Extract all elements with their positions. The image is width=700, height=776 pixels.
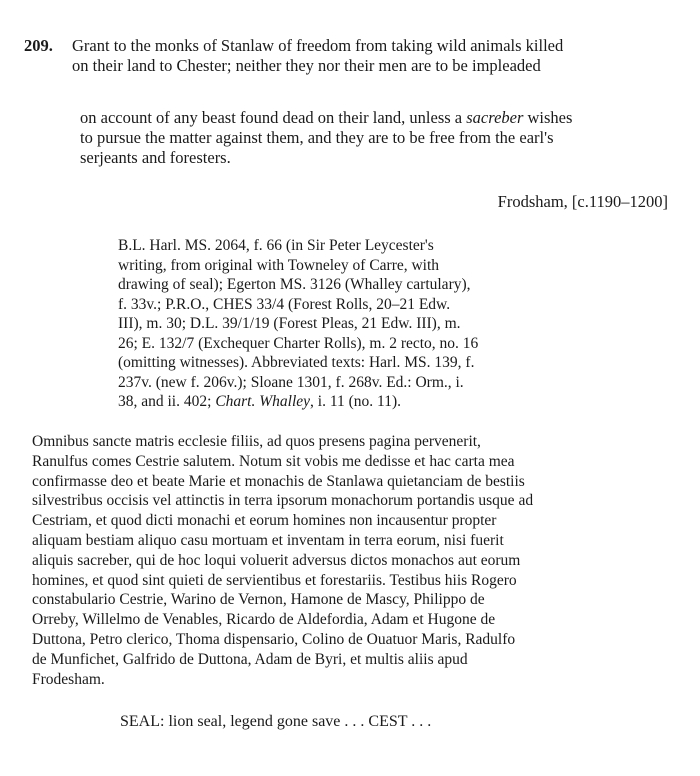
source-line: B.L. Harl. MS. 2064, f. 66 (in Sir Peter Leycester's bbox=[118, 237, 434, 254]
source-line: writing, from original with Towneley of Carre, with bbox=[118, 256, 440, 274]
latin-line: constabulario Cestrie, Warino de Vernon, Hamone de Mascy, Philippo de bbox=[32, 591, 485, 609]
source-citations bbox=[118, 236, 648, 412]
heading-line: serjeants and foresters. bbox=[80, 148, 231, 167]
entry-heading-continued bbox=[80, 108, 670, 168]
source-line: 26; E. 132/7 (Exchequer Charter Rolls), m. 2 recto, no. 16 bbox=[118, 334, 479, 352]
latin-line: Omnibus sancte matris ecclesie filiis, ad quos presens pagina pervenerit, bbox=[32, 433, 481, 450]
latin-charter-text bbox=[32, 432, 668, 689]
italic-title: Chart. Whalley bbox=[215, 393, 311, 410]
entry-heading bbox=[72, 36, 684, 76]
heading-line: to pursue the matter against them, and they are to be free from the earl's bbox=[80, 128, 554, 147]
latin-line: Orreby, Willelmo de Venables, Ricardo de Aldefordia, Adam et Hugone de bbox=[32, 611, 496, 629]
latin-line: Frodesham. bbox=[32, 670, 105, 688]
latin-line: Duttona, Petro clerico, Thoma dispensario, Colino de Ouatuor Maris, Radulfo bbox=[32, 630, 516, 648]
latin-line: de Munfichet, Galfrido de Duttona, Adam de Byri, et multis aliis apud bbox=[32, 650, 468, 668]
latin-line: silvestribus occisis vel attinctis in terra ipsorum monachorum portandis usque ad bbox=[32, 492, 534, 510]
source-line: drawing of seal); Egerton MS. 3126 (Whalley cartulary), bbox=[118, 276, 471, 293]
latin-line: aliquis sacreber, qui de hoc loqui voluerit adversus dictos monachos aut eorum bbox=[32, 551, 521, 569]
source-line: III), m. 30; D.L. 39/1/19 (Forest Pleas, 21 Edw. III), m. bbox=[118, 315, 461, 332]
latin-line: confirmasse deo et beate Marie et monachis de Stanlawa quietanciam de bestiis bbox=[32, 472, 525, 490]
latin-line: homines, et quod sint quieti de servientibus et forestariis. Testibus hiis Rogero bbox=[32, 571, 517, 589]
latin-line: aliquam bestiam aliquo casu mortuam et inventam in terra eorum, nisi fuerit bbox=[32, 531, 504, 549]
source-line: f. 33v.; P.R.O., CHES 33/4 (Forest Rolls, 20–21 Edw. bbox=[118, 295, 451, 313]
seal-description: SEAL: lion seal, legend gone save . . . CEST . . . bbox=[120, 713, 432, 730]
heading-line: on account of any beast found dead on their land, unless a sacreber wishes bbox=[80, 108, 573, 127]
heading-line: on their land to Chester; neither they nor their men are to be impleaded bbox=[72, 56, 541, 75]
source-line: (omitting witnesses). Abbreviated texts: Harl. MS. 139, f. bbox=[118, 354, 475, 371]
source-line: 38, and ii. 402; Chart. Whalley, i. 11 (no. 11). bbox=[118, 393, 402, 410]
place-date: Frodsham, [c.1190–1200] bbox=[497, 192, 668, 211]
heading-line: Grant to the monks of Stanlaw of freedom from taking wild animals killed bbox=[72, 36, 564, 55]
italic-term: sacreber bbox=[466, 108, 524, 127]
source-line: 237v. (new f. 206v.); Sloane 1301, f. 268v. Ed.: Orm., i. bbox=[118, 373, 464, 391]
latin-line: Cestriam, et quod dicti monachi et eorum homines non incausentur propter bbox=[32, 512, 497, 530]
latin-line: Ranulfus comes Cestrie salutem. Notum sit vobis me dedisse et hac carta mea bbox=[32, 452, 515, 470]
entry-number: 209. bbox=[24, 36, 53, 55]
entry-header bbox=[24, 36, 684, 76]
